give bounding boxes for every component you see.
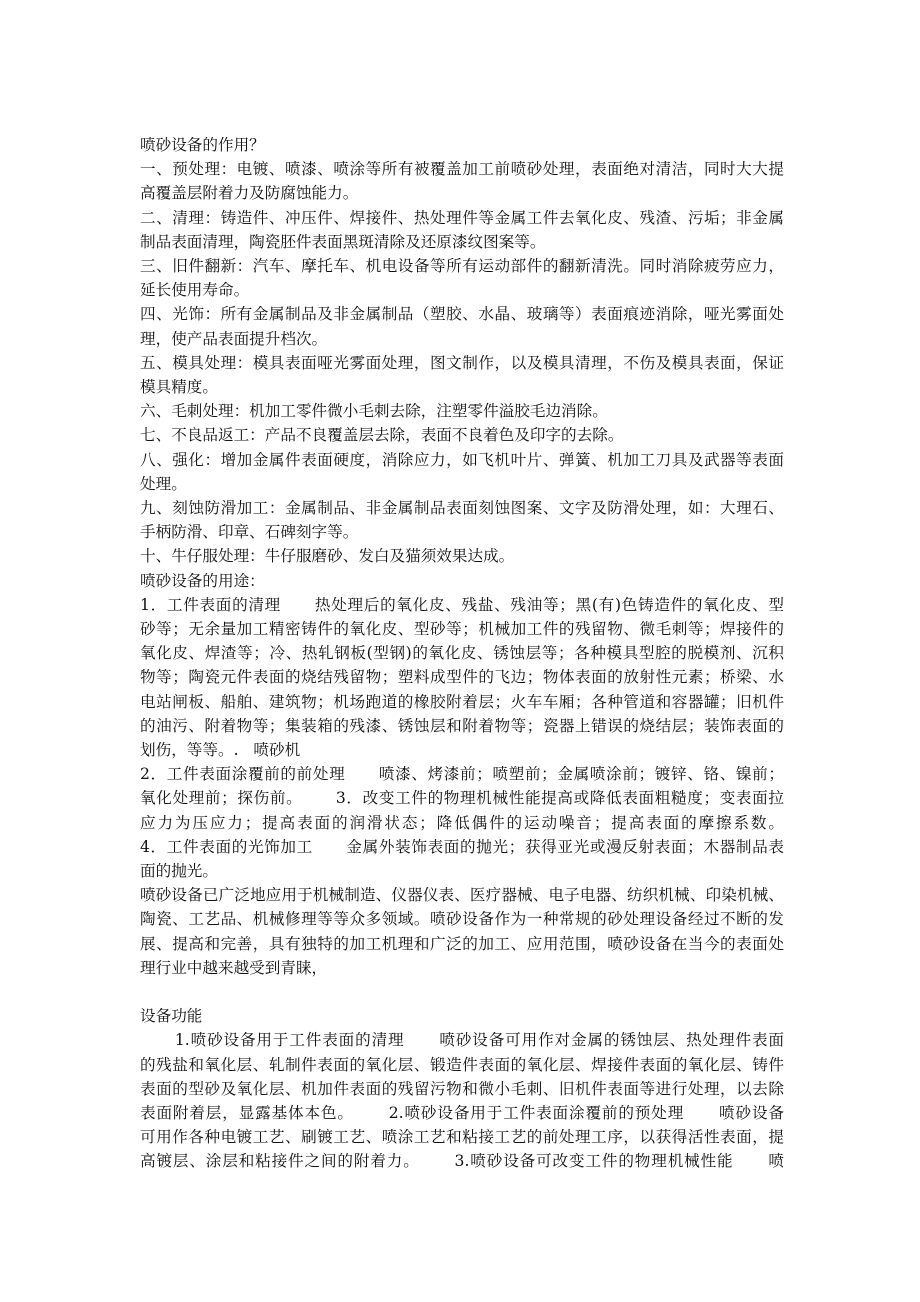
text-line: 可用作各种电镀工艺、刷镀工艺、喷涂工艺和粘接工艺的前处理工序，以获得活性表面，提: [140, 1128, 784, 1147]
text-line: 设备功能: [140, 1007, 203, 1026]
text-line: 的油污、附着物等；集装箱的残漆、锈蚀层和附着物等；瓷器上错误的烧结层；装饰表面的: [140, 716, 784, 735]
text-line: 二、清理：铸造件、冲压件、焊接件、热处理件等金属工件去氧化皮、残渣、污垢；非金属: [140, 208, 784, 227]
text-line: 1.喷砂设备用于工件表面的清理 喷砂设备可用作对金属的锈蚀层、热处理件表面: [140, 1031, 784, 1050]
text-line: 4．工件表面的光饰加工 金属外装饰表面的抛光；获得亚光或漫反射表面；木器制品表: [140, 837, 784, 856]
text-line: 表面的型砂及氧化层、机加件表面的残留污物和微小毛刺、旧机件表面等进行处理，以去除: [140, 1079, 784, 1098]
text-line: 理行业中越来越受到青睐，: [140, 958, 328, 977]
text-line: 1．工件表面的清理 热处理后的氧化皮、残盐、残油等；黑(有)色铸造件的氧化皮、型: [140, 595, 784, 614]
text-line: 高镀层、涂层和粘接件之间的附着力。 3.喷砂设备可改变工件的物理机械性能 喷: [140, 1152, 784, 1171]
text-line: 手柄防滑、印章、石碑刻字等。: [140, 523, 359, 542]
text-line: 五、模具处理：模具表面哑光雾面处理，图文制作，以及模具清理，不伤及模具表面，保证: [140, 353, 784, 372]
text-line: 陶瓷、工艺品、机械修理等等众多领域。喷砂设备作为一种常规的砂处理设备经过不断的发: [140, 910, 784, 929]
text-line: 七、不良品返工：产品不良覆盖层去除，表面不良着色及印字的去除。: [140, 426, 624, 445]
text-line: 砂等；无余量加工精密铸件的氧化皮、型砂等；机械加工件的残留物、微毛刺等；焊接件的: [140, 620, 784, 638]
text-line: 表面附着层，显露基体本色。 2.喷砂设备用于工件表面涂覆前的预处理 喷砂设备: [140, 1104, 784, 1122]
text-line: 十、牛仔服处理：牛仔服磨砂、发白及猫须效果达成。: [140, 547, 515, 566]
text-line: 四、光饰：所有金属制品及非金属制品（塑胶、水晶、玻璃等）表面痕迹消除，哑光雾面处: [140, 305, 784, 324]
text-line: 喷砂设备的用途：: [140, 571, 265, 590]
text-line: 展、提高和完善，具有独特的加工机理和广泛的加工、应用范围，喷砂设备在当今的表面处: [140, 934, 784, 953]
text-line: 氧化处理前；探伤前。 3．改变工件的物理机械性能提高或降低表面粗糙度；变表面拉: [140, 789, 784, 808]
text-line: 物等；陶瓷元件表面的烧结残留物；塑料成型件的飞边；物体表面的放射性元素；桥梁、水: [140, 668, 784, 687]
text-line: 八、强化：增加金属件表面硬度，消除应力，如飞机叶片、弹簧、机加工刀具及武器等表面: [140, 450, 784, 469]
text-line: 模具精度。: [140, 378, 218, 396]
text-line: 九、刻蚀防滑加工：金属制品、非金属制品表面刻蚀图案、文字及防滑处理，如：大理石、: [140, 499, 784, 517]
text-line: 制品表面清理，陶瓷胚件表面黑斑清除及还原漆纹图案等。: [140, 232, 546, 251]
text-line: 一、预处理：电镀、喷漆、喷涂等所有被覆盖加工前喷砂处理，表面绝对清洁，同时大大提: [140, 160, 784, 179]
text-line: 六、毛刺处理：机加工零件微小毛刺去除，注塑零件溢胶毛边消除。: [140, 402, 608, 421]
text-line: 延长使用寿命。: [140, 281, 250, 300]
text-line: 高覆盖层附着力及防腐蚀能力。: [140, 184, 359, 203]
text-line: 2．工件表面涂覆前的前处理 喷漆、烤漆前；喷塑前；金属喷涂前；镀锌、铬、镍前；: [140, 765, 784, 784]
text-line: 处理。: [140, 474, 187, 493]
text-line: 氧化皮、焊渣等；冷、热轧钢板(型钢)的氧化皮、锈蚀层等；各种模具型腔的脱模剂、沉积: [140, 644, 784, 663]
text-line: 的残盐和氧化层、轧制件表面的氧化层、锻造件表面的氧化层、焊接件表面的氧化层、铸件: [140, 1055, 784, 1074]
text-line: 电站闸板、船舶、建筑物；机场跑道的橡胶附着层；火车车厢；各种管道和容器罐；旧机件: [140, 692, 784, 711]
text-line: 喷砂设备已广泛地应用于机械制造、仪器仪表、医疗器械、电子电器、纺织机械、印染机械、: [140, 886, 784, 905]
text-line: 喷砂设备的作用？: [140, 136, 265, 154]
text-line: 面的抛光。: [140, 862, 218, 880]
text-line: 应力为压应力；提高表面的润滑状态；降低偶件的运动噪音；提高表面的摩擦系数。: [140, 813, 784, 832]
text-line: 划伤，等等。. 喷砂机: [140, 741, 301, 759]
text-line: 理，使产品表面提升档次。: [140, 329, 328, 348]
text-line: [140, 980, 784, 1004]
text-line: 三、旧件翻新：汽车、摩托车、机电设备等所有运动部件的翻新清洗。同时消除疲劳应力，: [140, 257, 784, 275]
